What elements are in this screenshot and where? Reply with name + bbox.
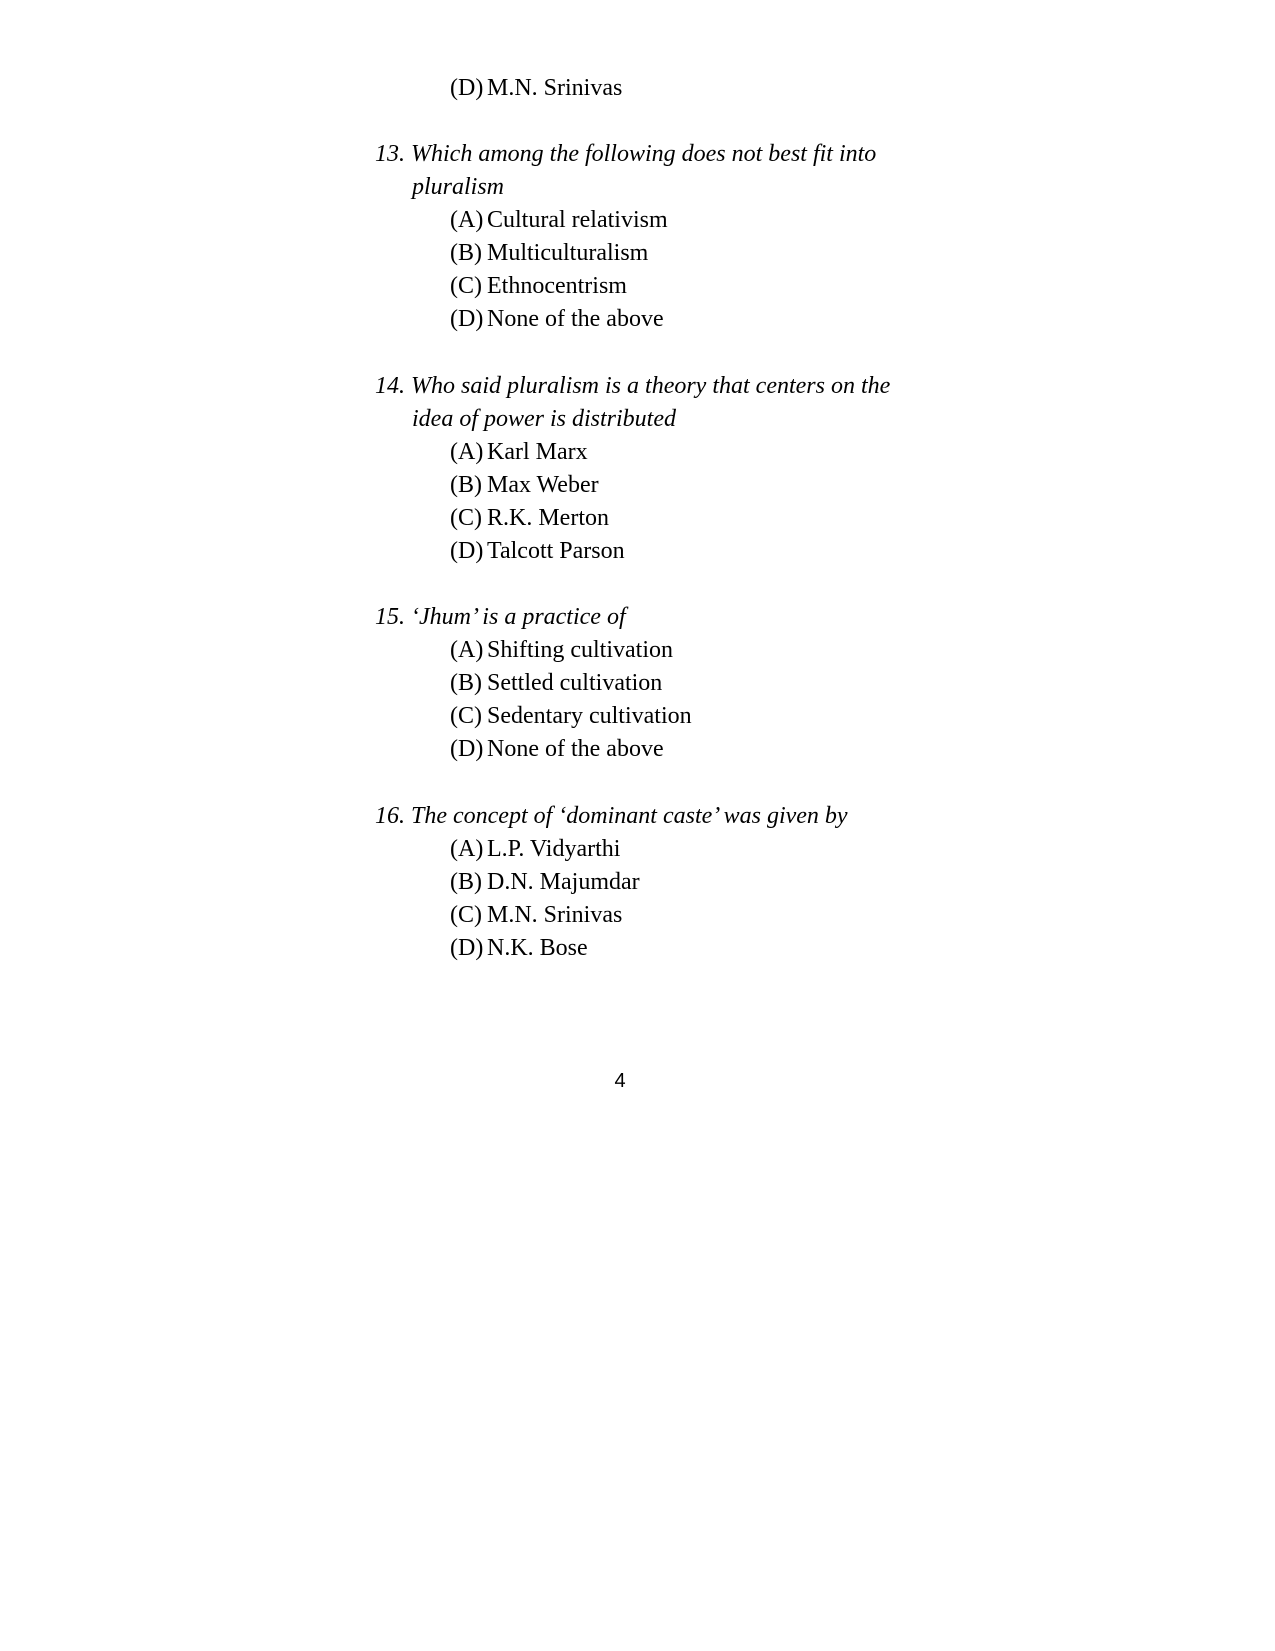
option-16-b [450,866,640,899]
question-14-line-1 [375,370,890,403]
option-letter: (C) [450,902,482,928]
option-text: R.K. Merton [487,505,609,531]
question-13-line-2 [412,171,504,204]
question-text: idea of power is distributed [412,406,676,432]
option-15-d [450,733,664,766]
question-14-line-2 [412,403,676,436]
option-16-a [450,833,620,866]
question-number: 15. [375,604,405,630]
option-14-b [450,469,599,502]
option-letter: (D) [450,538,484,564]
option-letter: (A) [450,439,484,465]
option-letter: (B) [450,472,482,498]
question-number: 16. [375,803,405,829]
option-letter: (C) [450,273,482,299]
option-text: Talcott Parson [487,538,625,564]
option-text: M.N. Srinivas [487,902,623,928]
option-letter: (A) [450,637,484,663]
option-letter: (C) [450,505,482,531]
option-leading-d [450,72,622,105]
option-14-d [450,535,625,568]
option-letter: (D) [450,935,484,961]
option-13-a [450,204,668,237]
option-16-c [450,899,622,932]
question-text: pluralism [412,174,505,200]
question-13-line-1 [375,138,876,171]
option-letter: (B) [450,670,482,696]
option-text: M.N. Srinivas [487,75,623,101]
option-letter: (A) [450,207,484,233]
option-text: D.N. Majumdar [487,869,640,895]
option-13-d [450,303,664,336]
option-text: Shifting cultivation [487,637,673,663]
option-16-d [450,932,588,965]
question-number: 13. [375,141,405,167]
option-text: N.K. Bose [487,935,588,961]
option-letter: (D) [450,736,484,762]
option-text: L.P. Vidyarthi [487,836,621,862]
question-number: 14. [375,373,405,399]
option-text: Max Weber [487,472,599,498]
option-letter: (C) [450,703,482,729]
page-number: 4 [614,1070,626,1092]
option-text: Cultural relativism [487,207,668,233]
option-text: Settled cultivation [487,670,663,696]
option-text: Sedentary cultivation [487,703,692,729]
question-15-line-1 [375,601,626,634]
option-14-c [450,502,609,535]
option-text: None of the above [487,736,664,762]
option-13-b [450,237,648,270]
question-text: Which among the following does not best fit into [411,141,877,167]
option-text: Karl Marx [487,439,588,465]
option-text: None of the above [487,306,664,332]
question-text: Who said pluralism is a theory that centers on the [411,373,891,399]
option-14-a [450,436,588,469]
option-15-c [450,700,692,733]
option-13-c [450,270,627,303]
question-text: The concept of ‘dominant caste’ was given by [411,803,848,829]
question-text: ‘Jhum’ is a practice of [411,604,626,630]
option-letter: (D) [450,75,484,101]
option-15-b [450,667,662,700]
option-15-a [450,634,673,667]
option-letter: (D) [450,306,484,332]
question-16-line-1 [375,800,848,833]
option-text: Multiculturalism [487,240,649,266]
option-letter: (A) [450,836,484,862]
option-letter: (B) [450,240,482,266]
option-text: Ethnocentrism [487,273,627,299]
option-letter: (B) [450,869,482,895]
